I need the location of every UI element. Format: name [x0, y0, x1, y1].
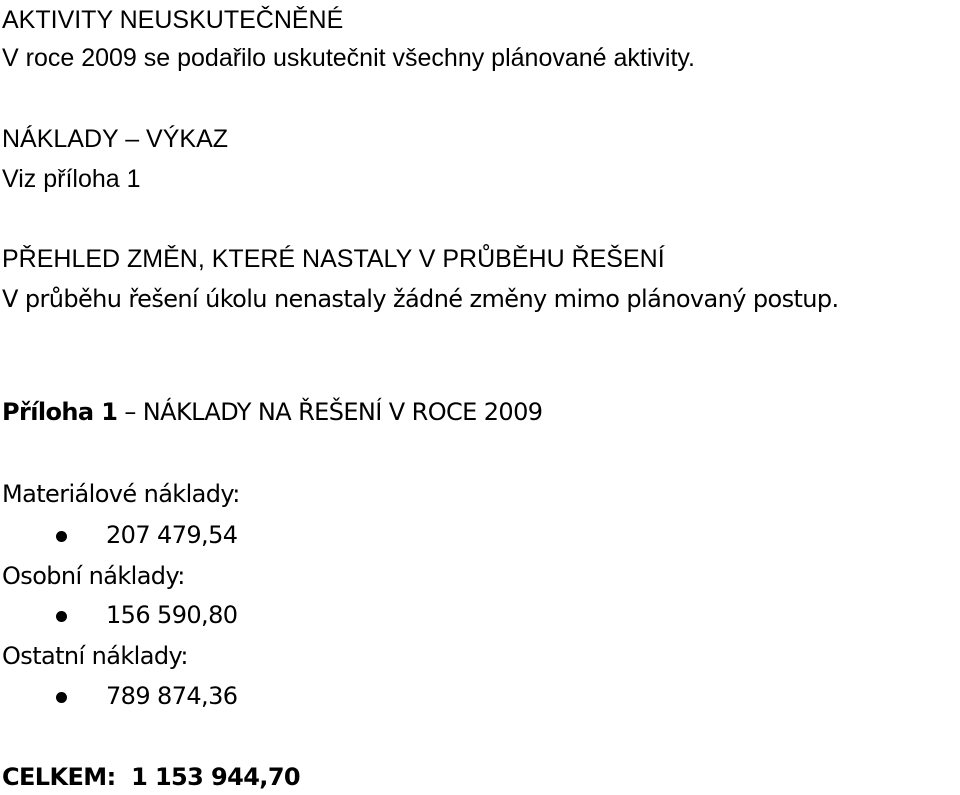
cost-label-material: Materiálové náklady:: [2, 480, 240, 508]
cost-value-other: 789 874,36: [106, 682, 238, 710]
cost-label-personal: Osobní náklady:: [2, 562, 185, 590]
cost-item-other: [0, 684, 300, 710]
cost-item-material: [0, 523, 300, 549]
section-text-costs: Viz příloha 1: [2, 165, 141, 193]
total-row: [2, 765, 300, 789]
section-text-changes: V průběhu řešení úkolu nenastaly žádné změny mimo plánovaný postup.: [2, 285, 839, 313]
section-heading-costs: NÁKLADY – VÝKAZ: [2, 125, 229, 153]
total-label: CELKEM:: [2, 763, 116, 791]
cost-item-personal: [0, 603, 300, 629]
bullet-icon: [56, 531, 67, 542]
section-heading-changes: PŘEHLED ZMĚN, KTERÉ NASTALY V PRŮBĚHU ŘEŠENÍ: [2, 245, 665, 273]
cost-label-other: Ostatní náklady:: [2, 642, 188, 670]
bullet-icon: [56, 692, 67, 703]
total-value: 1 153 944,70: [131, 763, 301, 791]
bullet-icon: [56, 611, 67, 622]
cost-value-material: 207 479,54: [106, 521, 238, 549]
appendix-title-label: Příloha 1: [2, 398, 118, 426]
appendix-title-rest: – NÁKLADY NA ŘEŠENÍ V ROCE 2009: [117, 398, 543, 426]
cost-value-personal: 156 590,80: [106, 601, 238, 629]
appendix-title: [2, 400, 542, 424]
section-text-activities: V roce 2009 se podařilo uskutečnit všechny plánované aktivity.: [2, 44, 695, 72]
section-heading-activities: AKTIVITY NEUSKUTEČNĚNÉ: [2, 6, 344, 34]
